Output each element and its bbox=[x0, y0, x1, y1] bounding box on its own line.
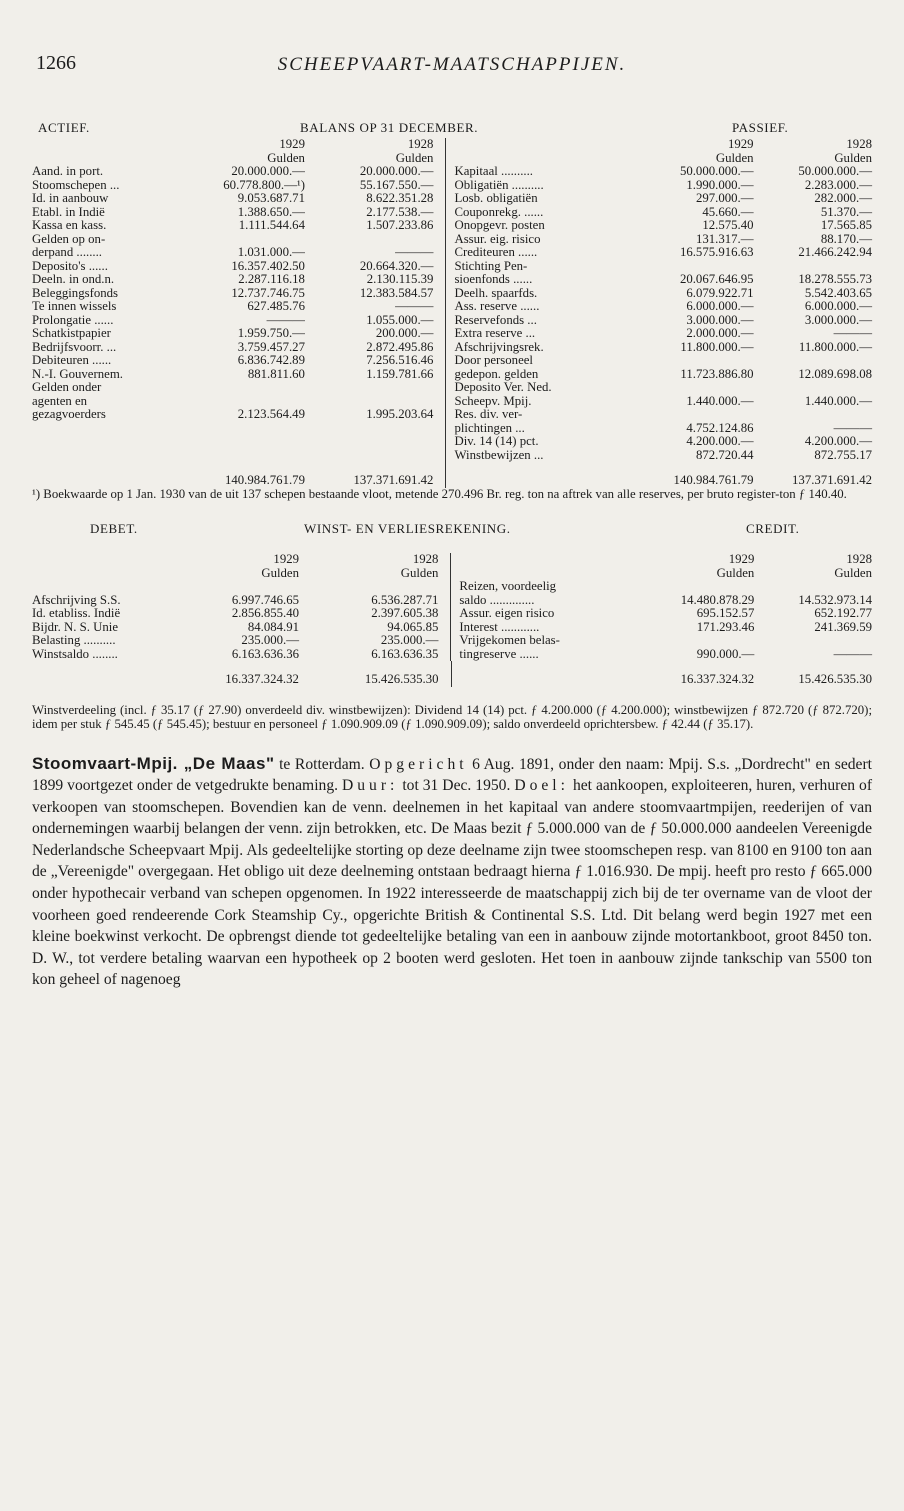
table-row bbox=[32, 634, 872, 648]
value-1929: 171.293.46 bbox=[696, 619, 755, 634]
left-label: Belasting .......... bbox=[32, 633, 116, 647]
value-1928 bbox=[754, 381, 872, 395]
table-row bbox=[32, 408, 872, 422]
value-1929: 20.000.000.— bbox=[231, 164, 305, 178]
value-1929: 11.723.886.80 bbox=[680, 366, 754, 381]
right-label: Obligatiën .......... bbox=[454, 177, 544, 192]
left-label: Winstsaldo ........ bbox=[32, 646, 118, 661]
table-row bbox=[32, 381, 872, 395]
unit-label: Gulden bbox=[716, 565, 755, 580]
value-1928: 21.466.242.94 bbox=[798, 245, 872, 259]
value-1929: 12.737.746.75 bbox=[231, 285, 305, 300]
value-1928: ——— bbox=[833, 420, 872, 435]
value-1929: 6.000.000.— bbox=[686, 299, 754, 313]
right-label: Couponrekg. ...... bbox=[454, 204, 544, 219]
value-1928: 241.369.59 bbox=[814, 619, 872, 634]
right-label: Vrijgekomen belas- bbox=[459, 633, 560, 647]
value-1929 bbox=[189, 422, 309, 436]
actief-heading: ACTIEF. bbox=[38, 120, 90, 135]
left-label: Kassa en kass. bbox=[32, 218, 107, 232]
value-1928: 88.170.— bbox=[820, 231, 872, 246]
balance-section-headings bbox=[32, 120, 872, 138]
value-1928: 200.000.— bbox=[309, 327, 446, 341]
value-1928: 20.664.320.— bbox=[309, 260, 446, 274]
unit-label: Gulden bbox=[715, 150, 754, 165]
right-label: tingreserve ...... bbox=[459, 646, 539, 661]
value-1929: 1.031.000.— bbox=[237, 245, 305, 259]
value-1929: 872.720.44 bbox=[695, 447, 754, 462]
right-label: plichtingen ... bbox=[454, 420, 525, 435]
page-header bbox=[32, 50, 872, 86]
value-1929: 297.000.— bbox=[695, 191, 754, 205]
value-1929: 50.000.000.— bbox=[679, 164, 754, 178]
page-number: 1266 bbox=[36, 52, 76, 74]
unit-label: Gulden bbox=[305, 567, 451, 581]
value-1929: 16.575.916.63 bbox=[679, 245, 754, 259]
value-1928: 18.278.555.73 bbox=[798, 272, 872, 286]
right-label: Losb. obligatiën bbox=[454, 191, 538, 205]
value-1928: 652.192.77 bbox=[814, 606, 872, 620]
right-label: Extra reserve ... bbox=[454, 326, 536, 340]
value-1929: 2.123.564.49 bbox=[237, 407, 305, 421]
left-label: Te innen wissels bbox=[32, 299, 117, 313]
left-label: Stoomschepen ... bbox=[32, 177, 120, 192]
left-label bbox=[32, 422, 189, 436]
total-value: 16.337.324.32 bbox=[225, 672, 299, 686]
value-1929 bbox=[641, 381, 753, 395]
table-row bbox=[32, 165, 872, 179]
value-1929: 45.660.— bbox=[702, 204, 754, 219]
value-1928: 1.159.781.66 bbox=[309, 368, 446, 382]
duration-label: Duur: bbox=[341, 777, 399, 795]
left-label: Prolongatie ...... bbox=[32, 312, 114, 327]
value-1929: 6.997.746.65 bbox=[231, 592, 300, 607]
value-1929: 6.079.922.71 bbox=[686, 285, 754, 300]
value-1928: 6.000.000.— bbox=[804, 299, 872, 313]
value-1928: 55.167.550.— bbox=[309, 179, 446, 193]
value-1929 bbox=[189, 233, 309, 247]
table-row bbox=[32, 422, 872, 436]
value-1928: 1.995.203.64 bbox=[309, 408, 446, 422]
table-row bbox=[32, 449, 872, 463]
unit-header-row bbox=[32, 152, 872, 166]
value-1928 bbox=[754, 408, 872, 422]
company-name: Stoomvaart-Mpij. „De Maas" bbox=[32, 753, 275, 773]
value-1928 bbox=[309, 422, 446, 436]
company-article bbox=[32, 753, 872, 992]
value-1929 bbox=[641, 354, 753, 368]
table-row bbox=[32, 287, 872, 301]
profit-loss-table bbox=[32, 553, 872, 661]
year-label: 1929 bbox=[727, 137, 754, 151]
value-1929: 131.317.— bbox=[695, 231, 754, 246]
left-label: Beleggingsfonds bbox=[32, 285, 119, 300]
table-row bbox=[32, 192, 872, 206]
value-1929: 1.388.650.— bbox=[237, 204, 305, 219]
value-1928: 14.532.973.14 bbox=[798, 592, 872, 607]
right-label: Door personeel bbox=[454, 353, 533, 367]
total-value: 16.337.324.32 bbox=[680, 672, 755, 686]
value-1929: 20.067.646.95 bbox=[679, 272, 754, 286]
left-label bbox=[32, 580, 207, 594]
value-1929: 11.800.000.— bbox=[680, 339, 754, 354]
value-1928 bbox=[309, 435, 446, 449]
value-1928: 50.000.000.— bbox=[798, 164, 872, 178]
year-label: 1928 bbox=[846, 552, 872, 566]
left-label: Etabl. in Indië bbox=[32, 204, 105, 219]
right-label: Ass. reserve ...... bbox=[454, 299, 540, 313]
value-1928: 282.000.— bbox=[814, 191, 872, 205]
balance-totals bbox=[32, 462, 872, 488]
debet-heading: DEBET. bbox=[90, 521, 138, 536]
left-label bbox=[32, 435, 189, 449]
year-label: 1929 bbox=[273, 552, 300, 566]
right-label: Assur. eig. risico bbox=[454, 231, 541, 246]
value-1929: 4.200.000.— bbox=[686, 434, 754, 448]
value-1929: 16.357.402.50 bbox=[231, 258, 305, 273]
left-label: Gelden onder bbox=[32, 380, 102, 394]
value-1928: ——— bbox=[833, 646, 872, 661]
value-1929 bbox=[189, 381, 309, 395]
right-label: Interest ............ bbox=[459, 619, 540, 634]
value-1929: 1.990.000.— bbox=[686, 177, 754, 192]
value-1929: 990.000.— bbox=[696, 646, 755, 661]
value-1929: 84.084.91 bbox=[247, 619, 300, 634]
value-1928: 11.800.000.— bbox=[798, 339, 872, 354]
running-title: SCHEEPVAART-MAATSCHAPPIJEN. bbox=[277, 54, 627, 75]
table-row bbox=[32, 621, 872, 635]
right-label: Kapitaal .......... bbox=[454, 164, 533, 178]
year-label: 1928 bbox=[309, 138, 446, 152]
right-label: saldo .............. bbox=[459, 592, 535, 607]
left-label: N.-I. Gouvernem. bbox=[32, 366, 123, 381]
pl-title: WINST- EN VERLIESREKENING. bbox=[304, 521, 511, 536]
article-text: tot 31 Dec. 1950. bbox=[398, 777, 515, 795]
value-1928: 12.089.698.08 bbox=[798, 366, 872, 381]
table-row bbox=[32, 314, 872, 328]
value-1928: 94.065.85 bbox=[305, 621, 451, 635]
right-label: Scheepv. Mpij. bbox=[454, 393, 532, 408]
value-1928: 6.536.287.71 bbox=[305, 594, 451, 608]
value-1929: ——— bbox=[266, 312, 305, 327]
purpose-label: Doel: bbox=[514, 777, 569, 795]
right-label: Reservefonds ... bbox=[454, 312, 537, 327]
right-label: Stichting Pen- bbox=[454, 258, 528, 273]
value-1928: 1.055.000.— bbox=[309, 314, 446, 328]
right-label: Onopgevr. posten bbox=[454, 218, 545, 232]
value-1929: 627.485.76 bbox=[247, 299, 305, 313]
left-label: Gelden op on- bbox=[32, 231, 106, 246]
left-label: Debiteuren ...... bbox=[32, 353, 112, 367]
value-1928: 2.177.538.— bbox=[309, 206, 446, 220]
right-label: gedepon. gelden bbox=[454, 366, 539, 381]
value-1929: 1.111.544.64 bbox=[238, 218, 305, 232]
value-1929: 6.836.742.89 bbox=[237, 353, 305, 367]
totals-row bbox=[32, 462, 872, 488]
left-label: Deeln. in ond.n. bbox=[32, 272, 115, 286]
table-row bbox=[32, 580, 872, 594]
profit-distribution: Winstverdeeling (incl. ƒ 35.17 (ƒ 27.90) onverdeeld div. winstbewijzen): Dividend 14 (14) pct. ƒ 4.200.000 (ƒ 4.200.000); winstbewijzen ƒ 872.720 (ƒ 872.720); idem per stuk ƒ 545.45 (ƒ 545.45); bestuur en personeel ƒ 1.090.909.09 (ƒ 1.090.909.09); saldo onverdeeld oprichtersbew. ƒ 42.44 (ƒ 35.17). bbox=[32, 702, 872, 731]
value-1928: 2.397.605.38 bbox=[305, 607, 451, 621]
pl-totals bbox=[32, 661, 872, 687]
right-label: Deposito Ver. Ned. bbox=[454, 380, 552, 394]
value-1928: 3.000.000.— bbox=[804, 312, 872, 327]
balance-sheet-table bbox=[32, 138, 872, 462]
value-1928: 1.507.233.86 bbox=[309, 219, 446, 233]
unit-label: Gulden bbox=[834, 150, 872, 165]
value-1928 bbox=[309, 381, 446, 395]
value-1929 bbox=[189, 395, 309, 409]
right-label: Winstbewijzen ... bbox=[454, 447, 544, 462]
value-1929: 1.440.000.— bbox=[686, 393, 754, 408]
unit-label: Gulden bbox=[267, 150, 305, 165]
value-1928: ——— bbox=[309, 246, 446, 260]
unit-label: Gulden bbox=[261, 565, 300, 580]
article-text: te Rotterdam. bbox=[274, 755, 370, 773]
value-1929 bbox=[641, 260, 753, 274]
left-label: Bedrijfsvoorr. ... bbox=[32, 339, 117, 354]
value-1928: 12.383.584.57 bbox=[309, 287, 446, 301]
table-row bbox=[32, 233, 872, 247]
table-row bbox=[32, 648, 872, 662]
value-1929 bbox=[189, 435, 309, 449]
left-label: gezagvoerders bbox=[32, 407, 106, 421]
year-label: 1929 bbox=[279, 137, 305, 151]
year-label: 1928 bbox=[846, 137, 872, 151]
total-value: 137.371.691.42 bbox=[309, 462, 446, 488]
left-label: derpand ........ bbox=[32, 245, 103, 259]
value-1928: 2.283.000.— bbox=[804, 177, 872, 192]
value-1928 bbox=[754, 580, 872, 594]
value-1928: 20.000.000.— bbox=[309, 165, 446, 179]
value-1928: ——— bbox=[309, 300, 446, 314]
table-row bbox=[32, 607, 872, 621]
table-row bbox=[32, 260, 872, 274]
right-label: Div. 14 (14) pct. bbox=[454, 434, 539, 448]
total-value: 137.371.691.42 bbox=[792, 473, 872, 487]
value-1929 bbox=[645, 634, 755, 648]
left-label: Aand. in port. bbox=[32, 164, 104, 178]
value-1928: 235.000.— bbox=[305, 634, 451, 648]
left-label: Deposito's ...... bbox=[32, 258, 108, 273]
left-label: Id. in aanbouw bbox=[32, 191, 109, 205]
value-1928 bbox=[754, 260, 872, 274]
value-1928: 5.542.403.65 bbox=[804, 285, 872, 300]
value-1929: 2.287.116.18 bbox=[238, 272, 305, 286]
value-1929: 4.752.124.86 bbox=[686, 420, 754, 435]
value-1929: 2.856.855.40 bbox=[231, 606, 300, 620]
value-1929: 235.000.— bbox=[241, 633, 300, 647]
value-1929: 9.053.687.71 bbox=[237, 191, 305, 205]
value-1929: 881.811.60 bbox=[247, 366, 305, 381]
value-1929 bbox=[645, 580, 755, 594]
passief-heading: PASSIEF. bbox=[732, 120, 789, 135]
page bbox=[32, 50, 872, 991]
value-1928: 6.163.636.35 bbox=[305, 648, 451, 662]
value-1928: 2.872.495.86 bbox=[309, 341, 446, 355]
balance-title: BALANS OP 31 DECEMBER. bbox=[300, 120, 479, 135]
value-1929: 1.959.750.— bbox=[237, 326, 305, 340]
unit-header-row bbox=[32, 567, 872, 581]
right-label: Deelh. spaarfds. bbox=[454, 285, 538, 300]
value-1929: 12.575.40 bbox=[702, 218, 754, 232]
value-1928: 2.130.115.39 bbox=[309, 273, 446, 287]
value-1929: 6.163.636.36 bbox=[231, 646, 300, 661]
left-label: Afschrijving S.S. bbox=[32, 592, 121, 607]
value-1928: 7.256.516.46 bbox=[309, 354, 446, 368]
table-row bbox=[32, 341, 872, 355]
value-1929: 2.000.000.— bbox=[686, 326, 754, 340]
table-row bbox=[32, 219, 872, 233]
right-label: Reizen, voordeelig bbox=[459, 579, 557, 593]
article-text: 6 Aug. 1891, onder den naam: Mpij. S.s. „Dordrecht" en sedert 1899 voortgezet onder de vetgedrukte benaming. bbox=[32, 755, 872, 795]
table-row bbox=[32, 368, 872, 382]
year-label: 1929 bbox=[728, 552, 755, 566]
unit-label: Gulden bbox=[309, 152, 446, 166]
value-1928 bbox=[309, 395, 446, 409]
left-label bbox=[32, 449, 189, 463]
total-value: 15.426.535.30 bbox=[798, 672, 872, 686]
article-text: het aankoopen, exploiteeren, huren, verhuren of verkoopen van stoomschepen. Bovendien kan de venn. deelnemen in het kapitaal van andere stoomvaartmpijen, reederijen of van ondernemingen waarbij belangen der venn. zijn betrokken, etc. De Maas bezit ƒ 5.000.000 van de ƒ 50.000.000 aandeelen Vereenigde Nederlandsche Scheepvaart Mpij. Als gedeeltelijke storting op deze deelname zijn twee stoomschepen resp. van 8100 en 9100 ton aan de „Vereenigde" overgegaan. Het obligo uit deze deelneming ontstaan bedraagt hierna ƒ 1.016.930. De mpij. heeft pro resto ƒ 665.000 onder hypothecair verband van schepen opgenomen. In 1922 interesseerde de maatschappij zich bij de ter overname van de vloot der voorheen goed rendeerende Cork Steamship Cy., opgerichte British & Continental S.S. Ltd. Dit belang werd begin 1927 met een kleine boekwinst verkocht. De opbrengst diende tot gedeeltelijke betaling van een in aanbouw zijnde motortankboot, groot 8450 ton. D. W., tot verdere betaling waarvan een hypotheek op 2 booten werd gesloten. Het toen in aanbouw zijnde tankschip van 5500 ton kon geheel of nagenoeg bbox=[32, 777, 873, 989]
left-label: Bijdr. N. S. Unie bbox=[32, 619, 119, 634]
table-row bbox=[32, 594, 872, 608]
table-row bbox=[32, 179, 872, 193]
value-1929: 695.152.57 bbox=[696, 606, 755, 620]
table-row bbox=[32, 435, 872, 449]
value-1928 bbox=[754, 634, 872, 648]
value-1928 bbox=[754, 354, 872, 368]
table-row bbox=[32, 273, 872, 287]
credit-heading: CREDIT. bbox=[746, 521, 800, 536]
value-1928 bbox=[305, 580, 451, 594]
table-row bbox=[32, 395, 872, 409]
left-label: agenten en bbox=[32, 393, 88, 408]
year-header-row bbox=[32, 553, 872, 567]
value-1928: 1.440.000.— bbox=[804, 393, 872, 408]
table-row bbox=[32, 300, 872, 314]
right-label: Afschrijvingsrek. bbox=[454, 339, 544, 354]
year-header-row bbox=[32, 138, 872, 152]
unit-label: Gulden bbox=[834, 565, 872, 580]
total-value: 15.426.535.30 bbox=[305, 661, 451, 687]
value-1929 bbox=[207, 580, 305, 594]
value-1928: 872.755.17 bbox=[814, 447, 872, 462]
founded-label: Opgericht bbox=[369, 755, 468, 773]
table-row bbox=[32, 246, 872, 260]
value-1929: 3.000.000.— bbox=[686, 312, 754, 327]
value-1929: 14.480.878.29 bbox=[680, 592, 755, 607]
table-row bbox=[32, 206, 872, 220]
totals-row bbox=[32, 661, 872, 687]
value-1929: 3.759.457.27 bbox=[237, 339, 305, 354]
value-1928: 8.622.351.28 bbox=[309, 192, 446, 206]
value-1929 bbox=[641, 408, 753, 422]
left-label: Schatkistpapier bbox=[32, 326, 111, 340]
balance-footnote: ¹) Boekwaarde op 1 Jan. 1930 van de uit 137 schepen bestaande vloot, metende 270.496 Br. reg. ton na aftrek van alle reserves, per bruto register-ton ƒ 140.40. bbox=[32, 486, 847, 501]
left-label: Id. etabliss. Indië bbox=[32, 606, 121, 620]
year-label: 1928 bbox=[305, 553, 451, 567]
right-label: Assur. eigen risico bbox=[459, 606, 555, 620]
value-1928: 4.200.000.— bbox=[804, 434, 872, 448]
value-1929: 60.778.800.—¹) bbox=[223, 177, 305, 192]
value-1928 bbox=[309, 233, 446, 247]
total-value: 140.984.761.79 bbox=[673, 473, 754, 487]
value-1929 bbox=[189, 449, 309, 463]
pl-section-headings bbox=[32, 521, 872, 537]
value-1928: 51.370.— bbox=[820, 204, 872, 219]
right-label: Res. div. ver- bbox=[454, 407, 523, 421]
value-1928 bbox=[309, 449, 446, 463]
table-row bbox=[32, 327, 872, 341]
value-1928: 17.565.85 bbox=[820, 218, 872, 232]
right-label: sioenfonds ...... bbox=[454, 272, 533, 286]
right-label: Crediteuren ...... bbox=[454, 245, 538, 259]
value-1928: ——— bbox=[833, 326, 872, 340]
table-row bbox=[32, 354, 872, 368]
total-value: 140.984.761.79 bbox=[224, 473, 305, 487]
